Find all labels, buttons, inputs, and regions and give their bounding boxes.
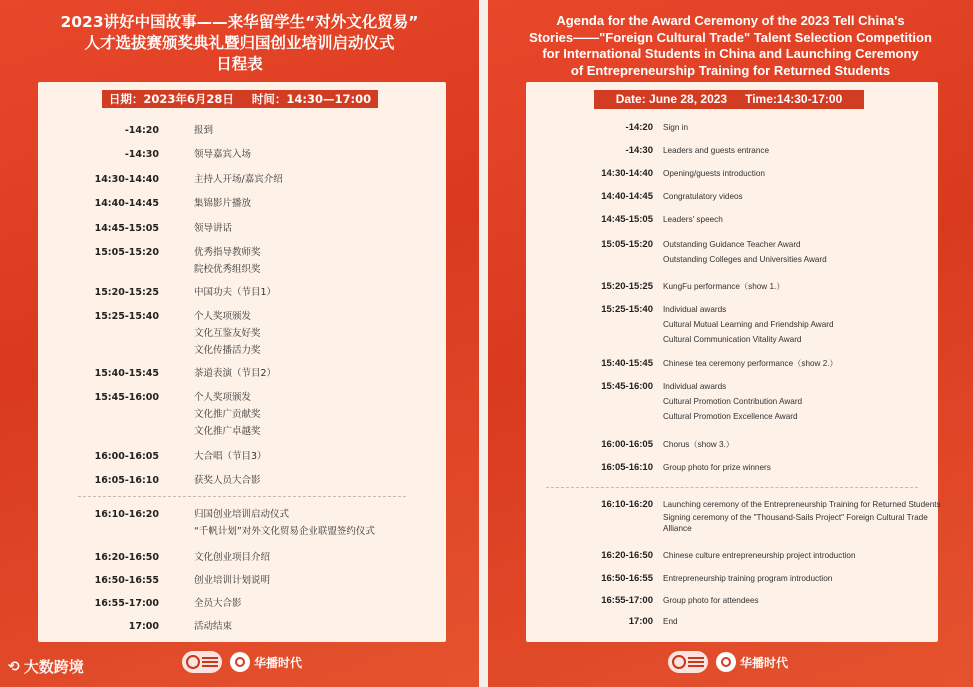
chinese-title-line: 日程表	[216, 55, 263, 73]
schedule-items	[663, 460, 771, 475]
schedule-items	[194, 506, 375, 540]
competition-logo-icon	[668, 651, 708, 673]
schedule-item: 全员大合影	[194, 598, 242, 609]
english-footer-logos	[668, 650, 788, 674]
schedule-items	[663, 279, 785, 294]
schedule-item: Leaders' speech	[663, 215, 723, 224]
english-title-line: Agenda for the Award Ceremony of the 2023 Tell China's	[556, 13, 905, 28]
schedule-time: 14:40-14:45	[601, 191, 653, 202]
schedule-time: 17:00	[128, 621, 159, 632]
schedule-time: 16:20-16:50	[601, 550, 653, 561]
schedule-item: 院校优秀组织奖	[194, 264, 261, 275]
panel-gap	[479, 0, 488, 687]
schedule-items	[194, 595, 242, 612]
schedule-item: 文化传播活力奖	[194, 345, 261, 356]
schedule-item: 集锦影片播放	[194, 198, 252, 209]
schedule-item: Individual awards	[663, 382, 727, 391]
schedule-item: Congratulatory videos	[663, 192, 743, 201]
schedule-time: 16:55-17:00	[601, 595, 653, 606]
english-date-bar	[594, 90, 864, 109]
schedule-time: 16:00-16:05	[94, 451, 159, 462]
schedule-item: Cultural Mutual Learning and Friendship Award	[663, 320, 834, 329]
schedule-time: -14:20	[625, 122, 653, 133]
schedule-items	[663, 437, 734, 452]
schedule-items	[194, 220, 232, 237]
schedule-time: 16:50-16:55	[601, 573, 653, 584]
schedule-time: 15:05-15:20	[94, 247, 159, 258]
schedule-items	[663, 356, 838, 371]
schedule-item: 大合唱（节目3）	[194, 451, 267, 462]
schedule-time: 17:00	[628, 616, 653, 627]
chinese-agenda-panel	[0, 0, 479, 687]
schedule-items	[663, 571, 832, 586]
schedule-items	[194, 472, 261, 489]
schedule-items	[194, 618, 232, 635]
schedule-items	[663, 497, 941, 534]
schedule-items	[663, 143, 769, 158]
chinese-title-line: 2023讲好中国故事——来华留学生“对外文化贸易”	[60, 13, 419, 31]
schedule-time: 16:10-16:20	[601, 499, 653, 510]
schedule-item: Entrepreneurship training program introduction	[663, 574, 833, 583]
schedule-item: Cultural Promotion Contribution Award	[663, 397, 803, 406]
schedule-item: 茶道表演（节目2）	[194, 368, 277, 379]
english-title	[488, 13, 973, 79]
schedule-items	[194, 122, 213, 139]
huabo-logo-text: 华播时代	[254, 655, 303, 670]
schedule-items	[663, 189, 743, 204]
schedule-items	[194, 171, 283, 188]
time-label: 时间：14:30—17:00	[251, 92, 372, 106]
schedule-items	[194, 389, 261, 440]
schedule-item: KungFu performance（show 1.）	[663, 282, 785, 291]
schedule-item: 文化推广贡献奖	[194, 409, 261, 420]
schedule-time: 16:55-17:00	[94, 598, 159, 609]
schedule-time: 15:45-16:00	[601, 381, 653, 392]
watermark-text: 大数跨境	[23, 658, 84, 676]
schedule-item: 主持人开场/嘉宾介绍	[194, 174, 283, 185]
section-divider	[78, 496, 406, 497]
schedule-time: 15:45-16:00	[94, 392, 159, 403]
schedule-item: End	[663, 617, 678, 626]
schedule-item: Signing ceremony of the "Thousand-Sails Project" Foreign Cultural Trade Alliance	[663, 513, 928, 533]
schedule-item: 领导讲话	[194, 223, 233, 234]
schedule-time: -14:20	[124, 125, 159, 136]
schedule-time: 15:25-15:40	[601, 304, 653, 315]
schedule-items	[663, 614, 678, 629]
chinese-title-line: 人才选拔赛颁奖典礼暨归国创业培训启动仪式	[84, 34, 395, 52]
schedule-time: 14:30-14:40	[601, 168, 653, 179]
schedule-time: 15:40-15:45	[94, 368, 159, 379]
schedule-items	[663, 120, 688, 135]
schedule-item: Individual awards	[663, 305, 727, 314]
k-logo-icon: ⟲	[8, 658, 20, 675]
schedule-item: Chorus（show 3.）	[663, 440, 734, 449]
schedule-time: 16:05-16:10	[94, 475, 159, 486]
english-title-line: Stories——"Foreign Cultural Trade" Talent Selection Competition	[529, 29, 932, 45]
schedule-items	[194, 365, 276, 382]
chinese-footer-logos	[182, 650, 302, 674]
schedule-time: -14:30	[124, 149, 159, 160]
schedule-item: Opening/guests introduction	[663, 169, 765, 178]
schedule-item: “千帆计划”对外文化贸易企业联盟签约仪式	[194, 526, 375, 537]
chinese-date-bar	[102, 90, 378, 108]
schedule-time: 14:45-15:05	[601, 214, 653, 225]
schedule-item: Cultural Communication Vitality Award	[663, 335, 802, 344]
schedule-time: 16:10-16:20	[94, 509, 159, 520]
huabo-logo-icon	[716, 652, 736, 672]
schedule-items	[194, 244, 261, 278]
schedule-time: 16:50-16:55	[94, 575, 159, 586]
schedule-item: 个人奖项颁发	[194, 392, 252, 403]
schedule-items	[194, 284, 276, 301]
date-label: 日期：2023年6月28日	[108, 92, 234, 106]
huabo-logo	[230, 652, 302, 672]
schedule-items	[663, 379, 802, 424]
schedule-item: 归国创业培训启动仪式	[194, 509, 290, 520]
english-agenda-panel	[488, 0, 973, 687]
schedule-item: 领导嘉宾入场	[194, 149, 252, 160]
schedule-items	[663, 212, 723, 227]
date-label: Date: June 28, 2023	[615, 92, 728, 106]
schedule-items	[194, 146, 251, 163]
section-divider	[546, 487, 918, 488]
schedule-time: 15:40-15:45	[601, 358, 653, 369]
schedule-time: 14:30-14:40	[94, 174, 159, 185]
schedule-items	[194, 195, 251, 212]
schedule-items	[663, 166, 765, 181]
english-schedule-card	[526, 82, 941, 642]
schedule-item: 文化创业项目介绍	[194, 552, 271, 563]
schedule-time: 16:20-16:50	[94, 552, 159, 563]
schedule-items	[194, 549, 270, 566]
schedule-time: 15:20-15:25	[601, 281, 653, 292]
schedule-items	[194, 572, 270, 589]
schedule-items	[663, 593, 759, 608]
schedule-item: 活动结束	[194, 621, 233, 632]
schedule-items	[663, 548, 856, 563]
schedule-item: 个人奖项颁发	[194, 311, 252, 322]
schedule-item: Chinese culture entrepreneurship project introduction	[663, 551, 856, 560]
schedule-time: -14:30	[625, 145, 653, 156]
schedule-item: 文化互鉴友好奖	[194, 328, 261, 339]
schedule-items	[194, 308, 261, 359]
schedule-items	[194, 448, 267, 465]
schedule-item: Group photo for prize winners	[663, 463, 771, 472]
watermark	[8, 656, 84, 677]
huabo-logo-text: 华播时代	[740, 655, 789, 670]
schedule-item: Outstanding Colleges and Universities Award	[663, 255, 827, 264]
schedule-item: 创业培训计划说明	[194, 575, 271, 586]
schedule-item: Group photo for attendees	[663, 596, 759, 605]
schedule-item: 报到	[194, 125, 214, 136]
schedule-item: 中国功夫（节目1）	[194, 287, 277, 298]
schedule-item: Leaders and guests entrance	[663, 146, 770, 155]
schedule-item: 文化推广卓越奖	[194, 426, 261, 437]
schedule-item: 优秀指导教师奖	[194, 247, 261, 258]
schedule-item: Launching ceremony of the Entrepreneurship Training for Returned Students	[663, 500, 941, 509]
chinese-schedule-card	[38, 82, 446, 642]
english-title-line: for International Students in China and Launching Ceremony	[542, 46, 919, 61]
schedule-item: Sign in	[663, 123, 689, 132]
huabo-logo-icon	[230, 652, 250, 672]
time-label: Time:14:30-17:00	[745, 92, 843, 106]
huabo-logo	[716, 652, 788, 672]
chinese-title	[0, 12, 479, 75]
schedule-time: 14:40-14:45	[94, 198, 159, 209]
schedule-time: 16:05-16:10	[601, 462, 653, 473]
competition-logo-icon	[182, 651, 222, 673]
schedule-time: 14:45-15:05	[94, 223, 159, 234]
english-title-line: of Entrepreneurship Training for Returned Students	[570, 62, 891, 78]
schedule-time: 15:05-15:20	[601, 239, 653, 250]
schedule-items	[663, 302, 834, 347]
schedule-items	[663, 237, 827, 267]
schedule-time: 15:20-15:25	[94, 287, 159, 298]
schedule-time: 16:00-16:05	[601, 439, 653, 450]
schedule-time: 15:25-15:40	[94, 311, 159, 322]
schedule-item: Outstanding Guidance Teacher Award	[663, 240, 801, 249]
schedule-item: Chinese tea ceremony performance（show 2.）	[663, 359, 838, 368]
schedule-item: Cultural Promotion Excellence Award	[663, 412, 798, 421]
schedule-item: 获奖人员大合影	[194, 475, 261, 486]
